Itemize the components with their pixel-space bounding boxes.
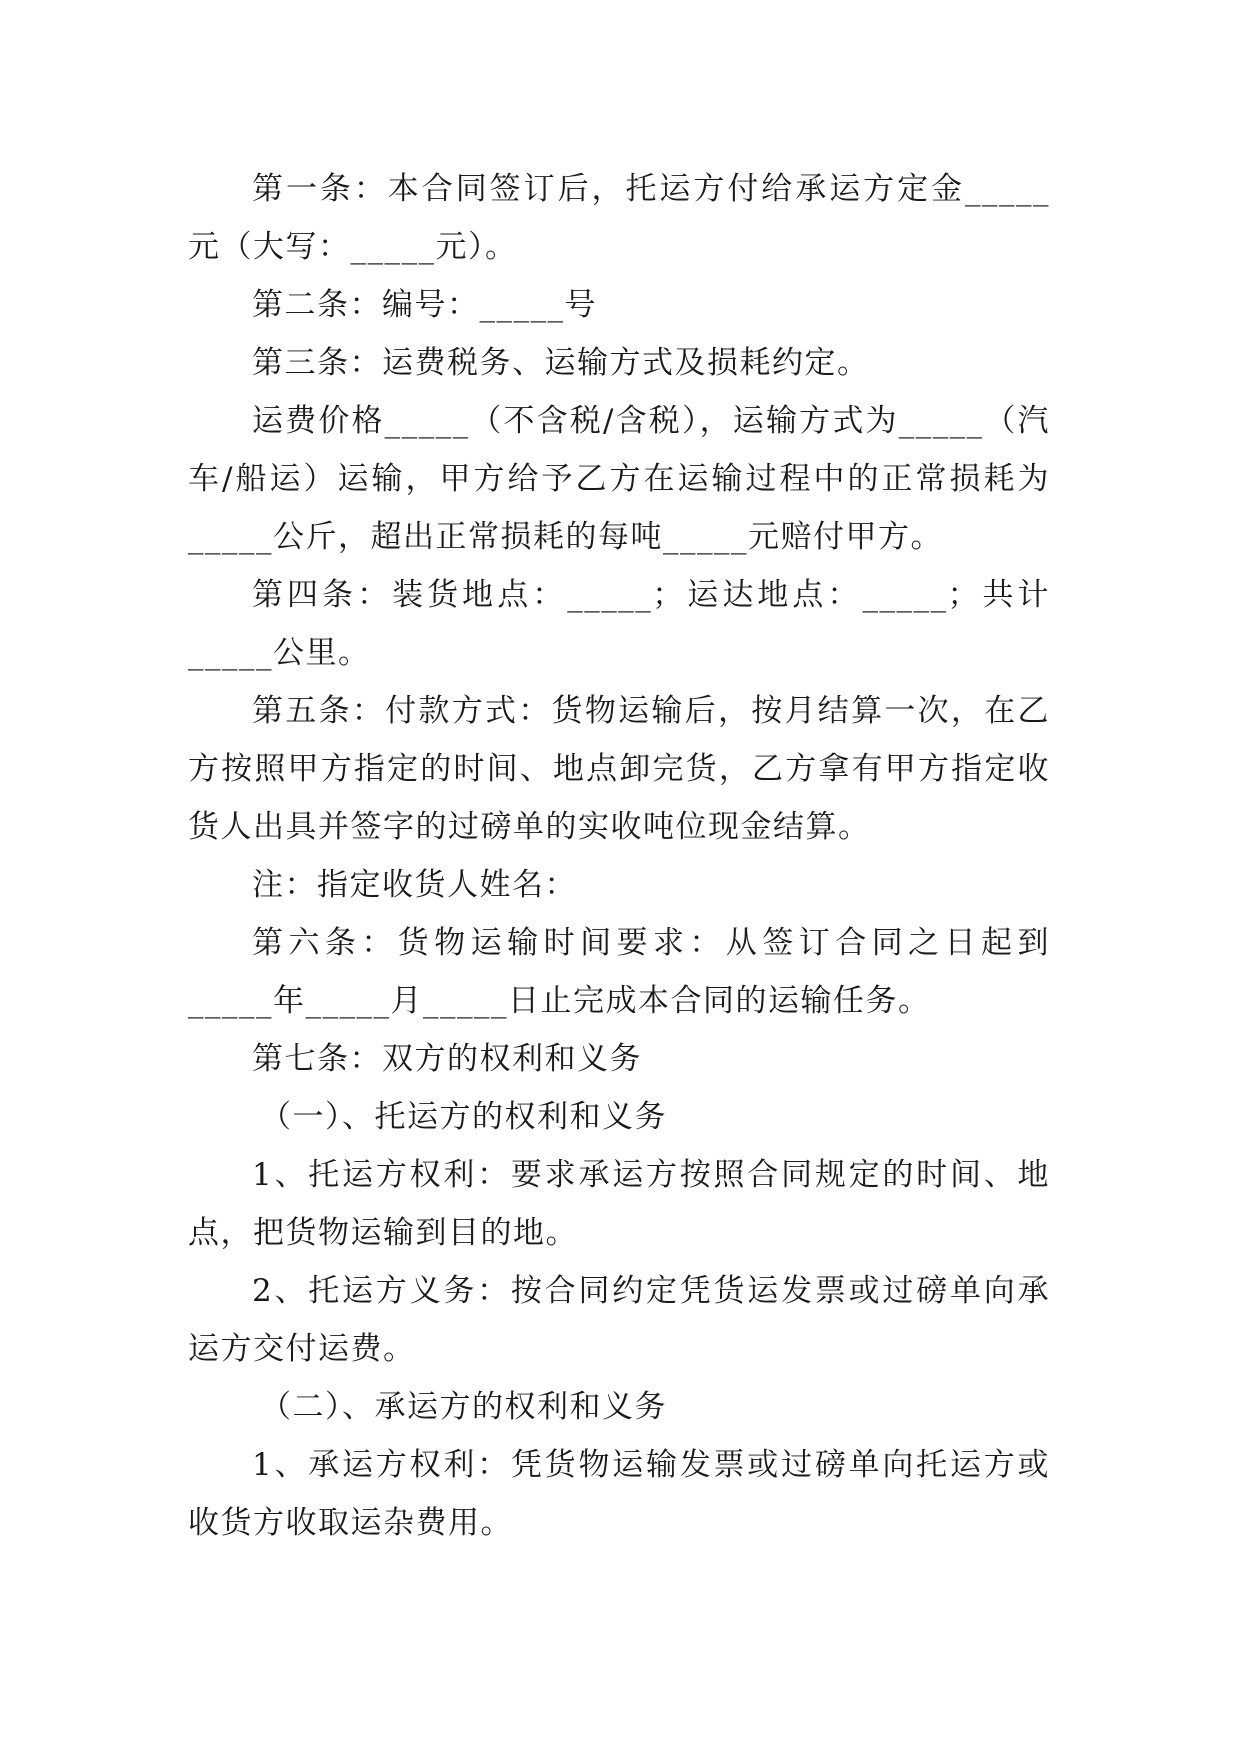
clause-5-payment: 第五条：付款方式：货物运输后，按月结算一次，在乙方按照甲方指定的时间、地点卸完货，乙方拿有甲方指定收货人出具并签字的过磅单的实收吨位现金结算。 (188, 693, 1050, 845)
clause-4-locations: 第四条：装货地点：_____；运达地点：_____；共计_____公里。 (188, 577, 1050, 671)
shipper-obligations: 2、托运方义务：按合同约定凭货运发票或过磅单向承运方交付运费。 (188, 1273, 1050, 1367)
section-1-heading: （一）、托运方的权利和义务 (260, 1099, 667, 1135)
note-consignee-name: 注：指定收货人姓名： (252, 867, 577, 903)
clause-7-heading: 第七条：双方的权利和义务 (252, 1041, 642, 1077)
section-2-heading: （二）、承运方的权利和义务 (260, 1389, 667, 1425)
clause-3-freight-terms: 运费价格_____（不含税/含税），运输方式为_____（汽车/船运）运输，甲方给予乙方在运输过程中的正常损耗为_____公斤，超出正常损耗的每吨_____元赔付甲方。 (188, 403, 1050, 555)
clause-1-deposit: 第一条：本合同签订后，托运方付给承运方定金_____元（大写：_____元）。 (188, 171, 1050, 265)
clause-3-heading: 第三条：运费税务、运输方式及损耗约定。 (252, 345, 870, 381)
clause-6-time: 第六条：货物运输时间要求：从签订合同之日起到_____年_____月_____日止完成本合同的运输任务。 (188, 925, 1050, 1019)
carrier-rights: 1、承运方权利：凭货物运输发票或过磅单向托运方或收货方收取运杂费用。 (188, 1447, 1050, 1541)
shipper-rights: 1、托运方权利：要求承运方按照合同规定的时间、地点，把货物运输到目的地。 (188, 1157, 1050, 1251)
contract-body (188, 160, 1050, 1552)
clause-2-number: 第二条：编号：_____号 (252, 287, 597, 323)
